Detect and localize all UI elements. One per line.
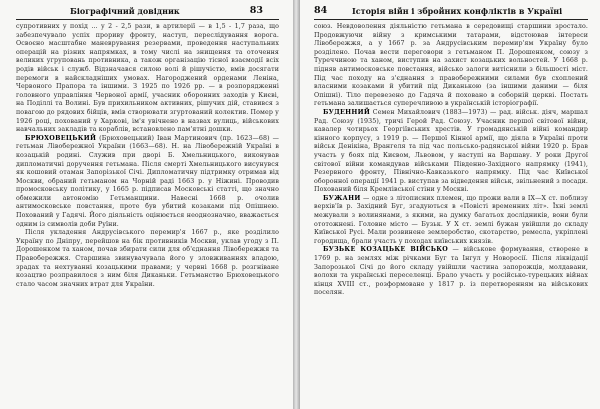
entry-paragraph: БУЗЬКЕ КОЗАЦЬКЕ ВІЙСЬКО — військове формування, створене в 1769 р. на землях між річками Буг та Інгул у Новоросії. Після ліквідації Запорозької Січі до його складу увійшли частина запорожців, молдавани, волохи та українські переселенці. Брало участь у російсько-турецьких війнах кінця XVIII ст., розформоване у 1817 р. із перетворенням на військових поселян. — [314, 246, 588, 297]
right-header-rule — [314, 19, 588, 20]
right-running-title: Історія війн і збройних конфліктів в Україні — [352, 6, 563, 16]
left-page-number: 83 — [249, 5, 263, 16]
left-page — [0, 0, 293, 409]
paragraph: союз. Невдоволення діяльністю гетьмана в середовищі старшини зростало. Продовжуючи війну з кримськими татарами, відстоював інтереси Лівобережжя, а у 1667 р. за Андрусівським перемир'ям Україну було розділено. Почав вести переговори з гетьманом П. Дорошенком, союзу з Туреччиною та ханом, виступив на захист козацьких вольностей. У 1668 р. підняв антимосковське повстання, військо залоги витіснили з більшості міст. Під час походу на з'єднання з правобережними силами був схоплений власними козаками й убитий під Диканькою (за іншими даними — біля Опішні). Тіло перевезено до Гадяча й поховано в соборній церкві. Постать гетьмана залишається суперечливою в українській історіографії. — [314, 23, 588, 108]
right-page-header — [314, 5, 588, 18]
right-page-body — [314, 23, 588, 298]
entry-headword: БУДЕННИЙ — [323, 108, 371, 116]
entry-headword: БРЮХОВЕЦЬКИЙ — [25, 134, 97, 142]
left-page-header — [16, 5, 279, 18]
entry-headword: БУЖАНИ — [323, 194, 361, 202]
entry-headword: БУЗЬКЕ КОЗАЦЬКЕ ВІЙСЬКО — [323, 246, 449, 254]
paragraph: супротивних у похід ... у 2 - 2,5 рази, в артилерії — в 1,5 - 1,7 раза, що забезпечувало успіх прориву фронту, наступ, переслідування ворога. Освоєно масштабне маневрування резервами, проведення наступальних операцій на різних напрямках, в тому числі на знищення та оточення великих угруповань противника, а також організацію тісної взаємодії всіх родів військ і служб. Відзначався силою волі й рішучістю, вмів досягати перемоги в найскладніших умовах. Нагороджений орденами Леніна, Червоного Прапора та іншими. З 1925 по 1926 рр. — в розпорядженні головного управління Червоної армії, учасник оборонних заходів у Києві, на Поділлі та Волині. Був прихильником активних, рішучих дій, ставився з повагою до рядових бійців, вмів створювати згуртований колектив. Помер у 1926 році, похований у Харкові, ім'я увічнено в назвах вулиць, військових навчальних закладів та кораблів, встановлено пам'ятні дошки. — [16, 23, 279, 134]
right-page-number: 84 — [314, 5, 328, 16]
book-gutter — [293, 0, 300, 409]
left-running-title: Біографічний довідник — [70, 6, 180, 16]
paragraph: Після укладення Андрусівського перемир'я 1667 р., яке розділило Україну по Дніпру, перейшов на бік противників Москви, уклав угоду з П. Дорошенком та ханом, почав збирати сили для об'єднання Лівобережжя та Правобережжя. Старшина звинувачувала його у зловживаннях владою, зрадах та нехтуванні козацькими правами; у червні 1668 р. розгніване козацтво розправилося з ним біля Диканьки. Гетьманство Брюховецького стало часом значних втрат для України. — [16, 229, 279, 288]
left-header-rule — [16, 19, 279, 20]
right-page — [300, 0, 600, 409]
entry-paragraph: БРЮХОВЕЦЬКИЙ (Брюховецький) Іван Мартинович (пр. 1623—68) — гетьман Лівобережної України (1663—68). Н. на Лівобережній Україні в козацькій родині. Служив при дворі Б. Хмельницького, виконував дипломатичні доручення гетьмана. Після смерті Хмельницького висунувся як кошовий отаман Запорізької Січі. Дипломатичну підтримку отримав від Москви, обраний гетьманом на Чорній раді 1663 р. у Ніжині. Проводив промосковську політику, у 1665 р. підписав Московські статті, що значно обмежили автономію Гетьманщини. Навесні 1668 р. очолив антимосковське повстання, проте був убитий козаками під Опішнею. Похований у Гадячі. Його діяльність оцінюється неоднозначно, вважається одним із символів доби Руїни. — [16, 134, 279, 228]
entry-paragraph: БУДЕННИЙ Семен Михайлович (1883—1973) — рад. військ. діяч, маршал Рад. Союзу (1935), тричі Герой Рад. Союзу. Учасник першої світової війни, кавалер чотирьох Георгіївських хрестів. У громадянській війні командир кінного корпусу, з 1919 р. — Першої Кінної армії, що діяла в Україні проти військ Денікіна, Врангеля та під час польсько-радянської війни 1920 р. Брав участь у боях під Києвом, Львовом, у наступі на Варшаву. У роки Другої світової війни командував військами Південно-Західного напрямку (1941), Резервного фронту, Північно-Кавказького напрямку. Під час Київської оборонної операції 1941 р. виступав за відведення військ, звільнений з посади. Похований біля Кремлівської стіни у Москві. — [314, 108, 588, 194]
entry-paragraph: БУЖАНИ — одне з літописних племен, що прожи вали в IX—X ст. поблизу верхів'їв р. Західний Буг, згадуються в «Повісті временних літ». Їхні землі межували з волинянами, з якими, на думку багатьох дослідників, вони були ототожнені. Головне місто — Бузьк. У X ст. землі бужан увійшли до складу Київської Русі. Мали розвинене землеробство, скотарство, ремесла, укріплені городища, брали участь у походах київських князів. — [314, 194, 588, 245]
left-page-body — [16, 23, 279, 289]
